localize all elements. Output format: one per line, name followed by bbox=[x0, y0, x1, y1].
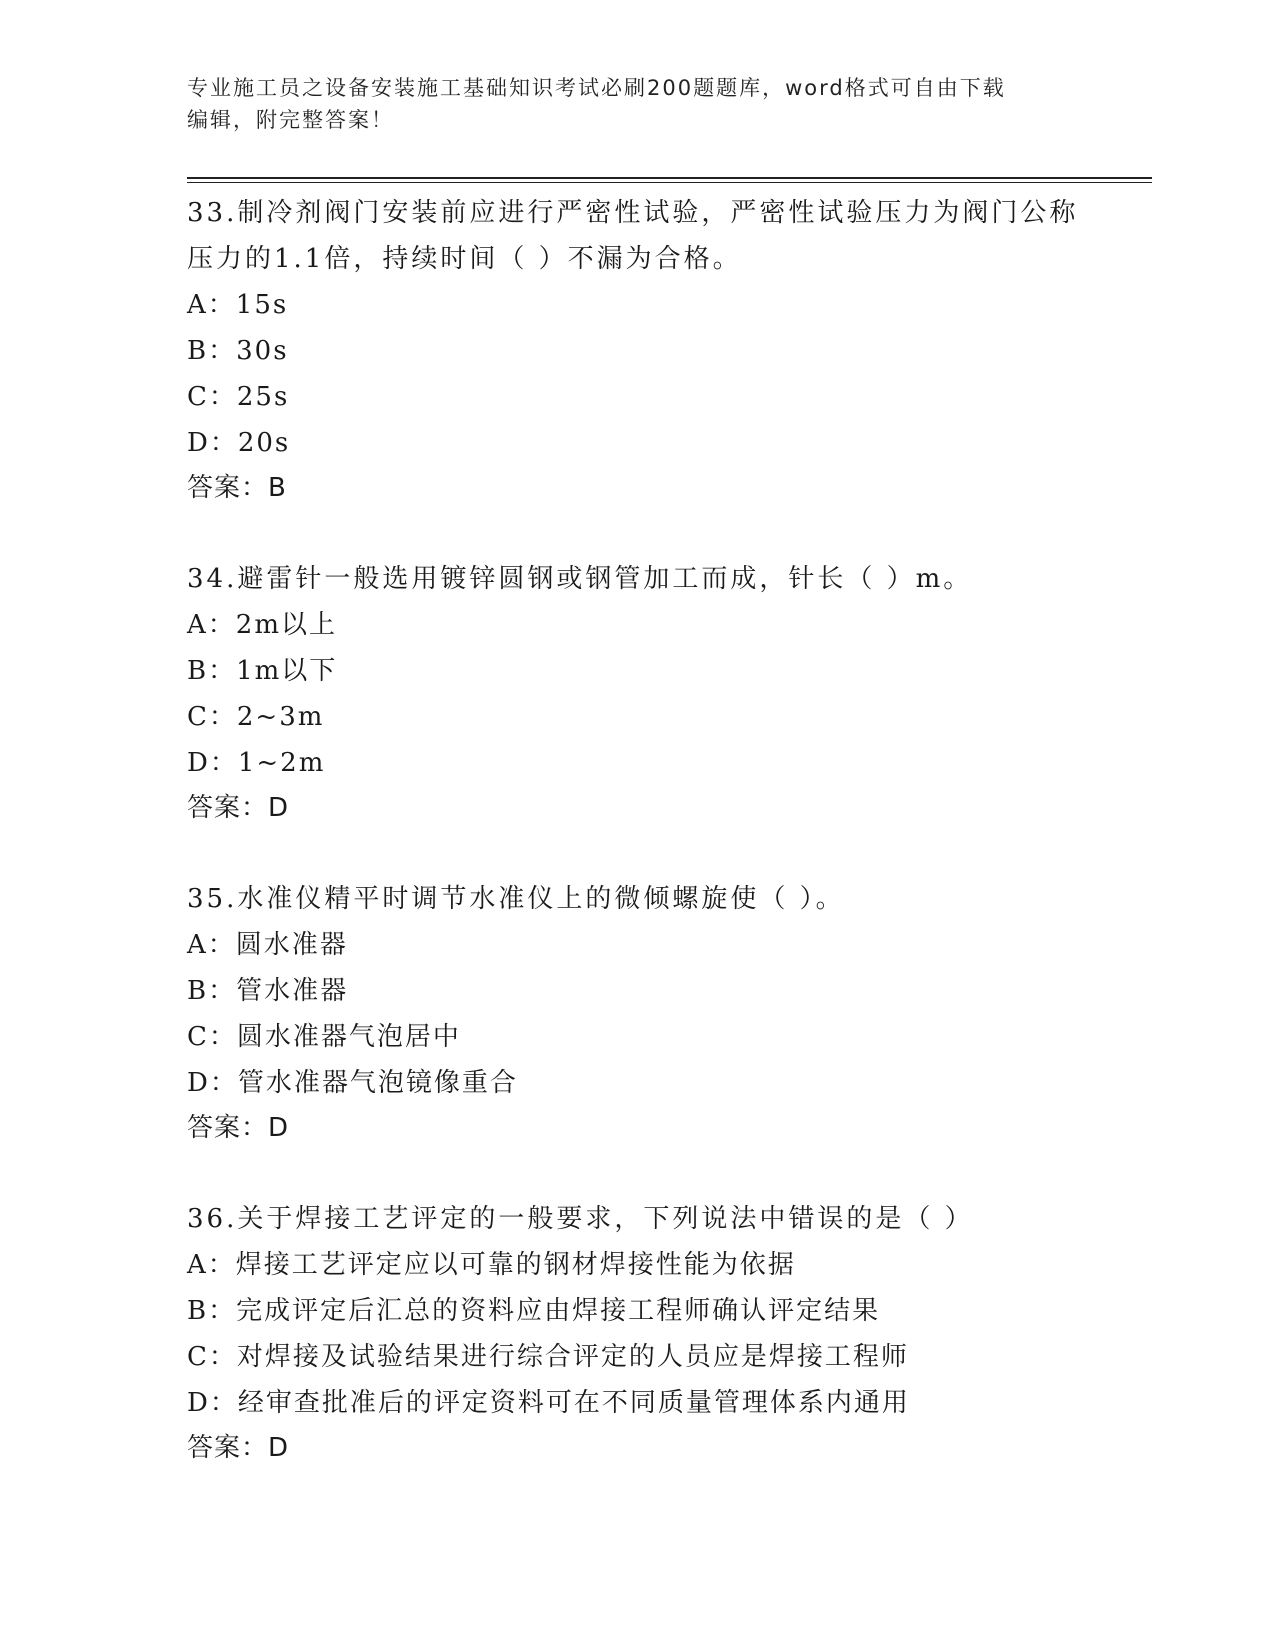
option-c: C：圆水准器气泡居中 bbox=[187, 1022, 461, 1052]
question-stem-line: 压力的1.1倍，持续时间（ ）不漏为合格。 bbox=[187, 244, 742, 274]
answer-label: 答案：B bbox=[187, 473, 287, 503]
question-stem-line: 34.避雷针一般选用镀锌圆钢或钢管加工而成，针长（ ）m。 bbox=[187, 564, 973, 594]
option-c: C：2~3m bbox=[187, 702, 325, 732]
option-b: B：管水准器 bbox=[187, 976, 349, 1006]
header-divider-thin bbox=[187, 182, 1152, 183]
answer-label: 答案：D bbox=[187, 1113, 290, 1143]
option-b: B：30s bbox=[187, 336, 289, 366]
option-c: C：对焊接及试验结果进行综合评定的人员应是焊接工程师 bbox=[187, 1342, 909, 1372]
option-a: A：圆水准器 bbox=[187, 930, 348, 960]
option-a: A：2m以上 bbox=[187, 610, 337, 640]
question-stem-line: 35.水准仪精平时调节水准仪上的微倾螺旋使（ ）。 bbox=[187, 884, 845, 914]
header-divider-thick bbox=[187, 177, 1152, 179]
option-b: B：1m以下 bbox=[187, 656, 338, 686]
question-stem-line: 33.制冷剂阀门安装前应进行严密性试验，严密性试验压力为阀门公称 bbox=[187, 198, 1079, 228]
answer-label: 答案：D bbox=[187, 793, 290, 823]
option-c: C：25s bbox=[187, 382, 290, 412]
question-34 bbox=[187, 556, 1087, 830]
answer-label: 答案：D bbox=[187, 1433, 290, 1463]
option-a: A：15s bbox=[187, 290, 289, 320]
question-list bbox=[187, 190, 1087, 1516]
option-d: D：1~2m bbox=[187, 748, 326, 778]
option-d: D：管水准器气泡镜像重合 bbox=[187, 1068, 518, 1098]
question-stem-line: 36.关于焊接工艺评定的一般要求，下列说法中错误的是（ ） bbox=[187, 1204, 974, 1234]
option-b: B：完成评定后汇总的资料应由焊接工程师确认评定结果 bbox=[187, 1296, 881, 1326]
question-36 bbox=[187, 1196, 1087, 1470]
question-33 bbox=[187, 190, 1087, 510]
header-line-1: 专业施工员之设备安装施工基础知识考试必刷200题题库，word格式可自由下载 bbox=[187, 76, 1006, 100]
question-35 bbox=[187, 876, 1087, 1150]
document-header bbox=[187, 72, 1087, 136]
header-line-2: 编辑，附完整答案！ bbox=[187, 108, 394, 132]
option-a: A：焊接工艺评定应以可靠的钢材焊接性能为依据 bbox=[187, 1250, 796, 1280]
option-d: D：20s bbox=[187, 428, 291, 458]
option-d: D：经审查批准后的评定资料可在不同质量管理体系内通用 bbox=[187, 1388, 910, 1418]
